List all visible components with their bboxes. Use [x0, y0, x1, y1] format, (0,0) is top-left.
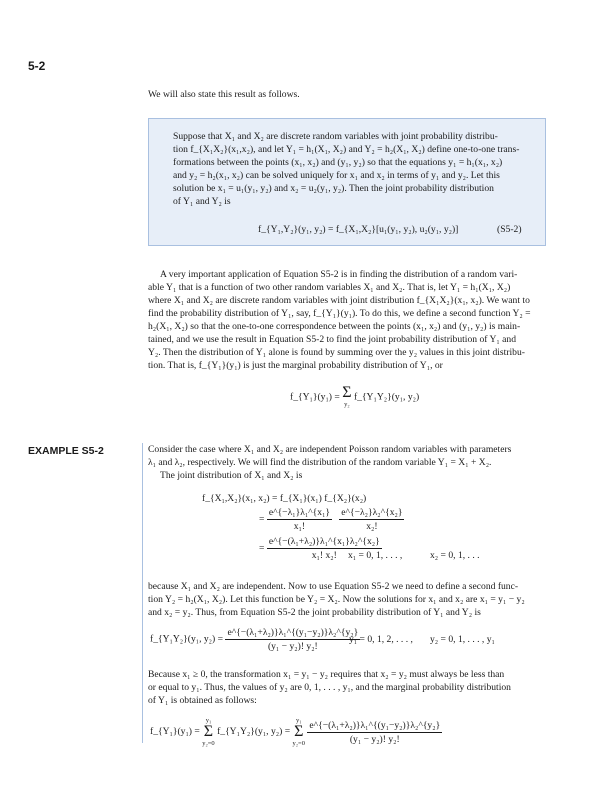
- example-line: of Y₁ is obtained as follows:: [148, 695, 257, 706]
- example-line: because X₁ and X₂ are independent. Now to use Equation S5-2 we need to define a second func-: [148, 581, 519, 592]
- paragraph-line: Y₂. Then the distribution of Y₁ alone is found by summing over the y₂ values in this joint distribu-: [148, 347, 525, 358]
- example-conclusion: [148, 668, 546, 707]
- final-lhs: f_{Y₁}(y₁) =: [150, 726, 200, 738]
- paragraph-line: where X₁ and X₂ are discrete random variables with joint distribution f_{X₁X₂}(x₁, x₂). We want to: [148, 295, 530, 306]
- sum-symbol: y₁ Σ y₂=0: [202, 717, 215, 747]
- paragraph-line: tion. That is, f_{Y₁}(y₁) is just the marginal probability distribution of Y₁, or: [148, 360, 443, 371]
- page-number: 5-2: [28, 59, 46, 73]
- theorem-line: formations between the points (x₁, x₂) and (y₁, y₂) so that the equations y₁ = h₁(x₁, x₂): [173, 157, 503, 168]
- final-middle: f_{Y₁Y₂}(y₁, y₂) =: [217, 726, 291, 738]
- fraction: $\frac{\text{e\textasciicircum{}\{−λ₁\}λ₁\textasciicircum{}\{x₁\}}}{\text{x₁!}}$: [268, 507, 331, 532]
- example-intro: [148, 443, 546, 482]
- paragraph-line: find the probability distribution of Y₁, say, f_{Y₁}(y₁). To do this, we define a second function Y₂ =: [148, 308, 531, 319]
- fraction: $\frac{\text{e\textasciicircum{}\{−λ₂\}λ₂\textasciicircum{}\{x₂\}}}{\text{x₂!}}$: [341, 507, 403, 532]
- theorem-line: Suppose that X₁ and X₂ are discrete random variables with joint probability distribu-: [173, 131, 498, 142]
- joint-equation-2: = $\frac{\text{e\textasciicircum{}\{−λ₁\}λ₁\textasciicircum{}\{x₁\}}}{\text{x₁!}}$ $\frac{\text{e\textasciicircum{}\{−λ₂\}λ₂\textasciicircum{}\{x₂\}}}{\text{x₂!}}$: [259, 507, 403, 532]
- theorem-line: solution be x₁ = u₁(y₁, y₂) and x₂ = u₂(y₁, y₂). Then the joint probability distribution: [173, 183, 494, 194]
- joint-range-x1: x₁ = 0, 1, . . . ,: [348, 550, 403, 561]
- theorem-line: of Y₁ and Y₂ is: [173, 196, 231, 207]
- example-line: Consider the case where X₁ and X₂ are independent Poisson random variables with parameters: [148, 444, 512, 455]
- example-continuation: [148, 580, 546, 619]
- example-rule: [142, 443, 143, 743]
- sum-symbol: Σ y₂: [342, 384, 352, 408]
- y-joint-equation: [150, 626, 360, 653]
- theorem-text: [173, 130, 530, 208]
- joint-range-x2: x₂ = 0, 1, . . .: [430, 550, 480, 561]
- equation-number: (S5-2): [497, 224, 522, 235]
- example-line: tion Y₂ = h₂(X₁, X₂). Let this function be Y₂ = X₂. Now the solutions for x₁ and x₂ are x₁ = y₁ − y₂: [148, 594, 525, 605]
- theorem-line: and y₂ = h₂(x₁, x₂) can be solved uniquely for x₁ and x₂ in terms of y₁ and y₂. Let this: [173, 170, 500, 181]
- fraction: $\frac{\text{e\textasciicircum{}\{−(λ₁+λ₂)\}λ₁\textasciicircum{}\{(y₁−y₂)\}λ₂\textasciicircum{}\{y₂\}}}{\text{(y₁ − y₂)! y₂!}}$: [309, 719, 441, 745]
- example-line: Because x₁ ≥ 0, the transformation x₁ = y₁ − y₂ requires that x₂ = y₂ must always be less than: [148, 669, 505, 680]
- example-line: The joint distribution of X₁ and X₂ is: [160, 470, 303, 481]
- example-line: λ₁ and λ₂, respectively. We will find the distribution of the random variable Y₁ = X₁ + X₂.: [148, 457, 492, 468]
- theorem-line: tion f_{X₁X₂}(x₁,x₂), and let Y₁ = h₁(X₁, X₂) and Y₂ = h₂(X₁, X₂) define one-to-one trans-: [173, 144, 520, 155]
- marginal-rhs: f_{Y₁Y₂}(y₁, y₂): [353, 391, 420, 403]
- fraction: $\frac{\text{e\textasciicircum{}\{−(λ₁+λ₂)\}λ₁\textasciicircum{}\{x₁\}λ₂\textasciicircum{}\{x₂\}}}{\text{x₁! x₂!}}$: [268, 536, 380, 561]
- marginal-equation: [290, 386, 419, 409]
- paragraph-line: A very important application of Equation S5-2 is in finding the distribution of a random vari-: [160, 269, 518, 280]
- joint-equation-1: f_{X₁,X₂}(x₁, x₂) = f_{X₁}(x₁) f_{X₂}(x₂): [202, 493, 367, 504]
- joint-equation-3: = $\frac{\text{e\textasciicircum{}\{−(λ₁+λ₂)\}λ₁\textasciicircum{}\{x₁\}λ₂\textasciicircum{}\{x₂\}}}{\text{x₁! x₂!}}$: [259, 536, 380, 561]
- marginal-lhs: f_{Y₁}(y₁) =: [290, 391, 340, 403]
- example-line: or equal to y₁. Thus, the values of y₂ are 0, 1, . . . , y₁, and the marginal probability distribution: [148, 682, 511, 693]
- paragraph-line: able Y₁ that is a function of two other random variables X₁ and X₂. That is, let Y₁ = h₁(X₁, X₂): [148, 282, 511, 293]
- fraction: $\frac{\text{e\textasciicircum{}\{−(λ₁+λ₂)\}λ₁\textasciicircum{}\{(y₁−y₂)\}λ₂\textasciicircum{}\{y₂\}}}{\text{(y₁ − y₂)! y₂!}}$: [227, 627, 359, 652]
- final-equation: [150, 716, 442, 748]
- y-joint-lhs: f_{Y₁Y₂}(y₁, y₂) =: [150, 633, 224, 645]
- paragraph-line: h₂(X₁, X₂) so that the one-to-one correspondence between the points (x₁, x₂) and (y₁, y₂) is main-: [148, 321, 521, 332]
- example-label: EXAMPLE S5-2: [28, 445, 104, 457]
- example-line: and x₂ = y₂. Thus, from Equation S5-2 the joint probability distribution of Y₁ and Y₂ is: [148, 607, 481, 618]
- sum-symbol: y₁ Σ y₂=0: [292, 717, 305, 747]
- paragraph-line: tained, and we use the result in Equation S5-2 to find the joint probability distribution of Y₁ and: [148, 334, 517, 345]
- theorem-equation: f_{Y₁,Y₂}(y₁, y₂) = f_{X₁,X₂}[u₁(y₁, y₂), u₂(y₁, y₂)]: [258, 224, 459, 235]
- intro-text: We will also state this result as follows.: [148, 89, 300, 100]
- y-joint-range-2: y₂ = 0, 1, . . . , y₁: [430, 634, 495, 645]
- y-joint-range-1: y₁ = 0, 1, 2, . . . ,: [349, 634, 413, 645]
- application-paragraph: [148, 268, 546, 372]
